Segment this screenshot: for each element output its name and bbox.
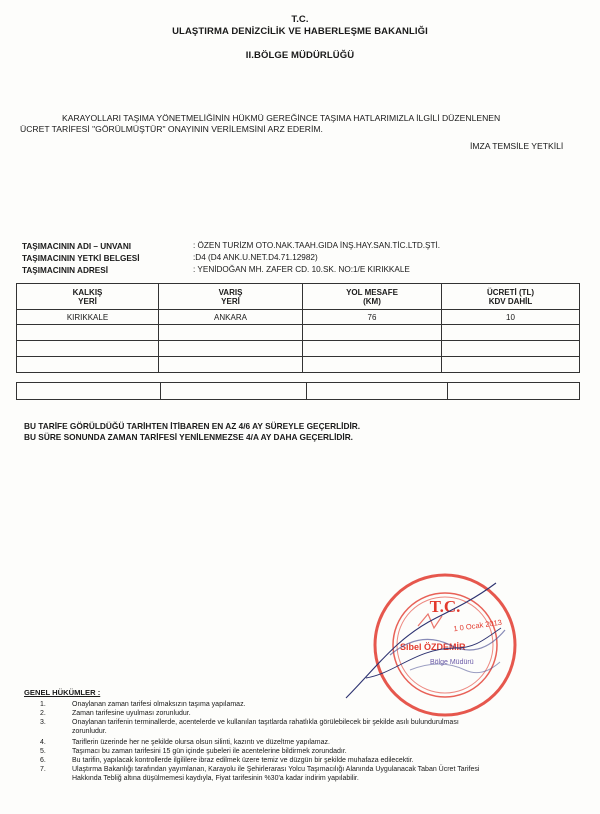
col-header-bottom: YERİ <box>78 296 97 306</box>
signature <box>336 578 506 708</box>
table-row-empty <box>17 325 580 341</box>
col-header-bottom: KDV DAHİL <box>488 296 533 306</box>
rule-item <box>40 700 580 709</box>
header-ministry: ULAŞTIRMA DENİZCİLİK VE HABERLEŞME BAKANLIĞI <box>172 26 428 37</box>
rule-number: 3. <box>40 719 46 726</box>
col-header-bottom: (KM) <box>363 296 381 306</box>
rule-text-continued: zorunludur. <box>72 728 107 736</box>
rule-text-continued: Hakkında Tebliğ altına düşülmemesi kaydıyla, Fiyat tarifesinin %30'a kadar indirim yapılabilir. <box>72 775 359 783</box>
carrier-license-value: :D4 (D4 ANK.U.NET.D4.71.12982) <box>193 253 318 262</box>
rule-item <box>40 756 580 765</box>
cell-distance: 76 <box>303 310 442 325</box>
carrier-address-value: : YENİDOĞAN MH. ZAFER CD. 10.SK. NO:1/E KIRIKKALE <box>193 265 410 274</box>
rule-number: 6. <box>40 757 46 764</box>
rule-number: 2. <box>40 710 46 717</box>
col-header-top: KALKIŞ <box>72 287 103 297</box>
rule-text: Bu tarifin, yapılacak kontrollerde ilgililere ibraz edilmek üzere temiz ve düzgün bir şekilde muhafaza edilecektir. <box>72 757 414 764</box>
col-header-bottom: YERİ <box>221 296 240 306</box>
col-header-top: VARIŞ <box>218 287 243 297</box>
table-row-empty <box>17 357 580 373</box>
cell-price: 10 <box>442 310 580 325</box>
col-header-top: YOL MESAFE <box>346 287 398 297</box>
rule-text: Taşımacı bu zaman tarifesini 15 gün içinde şubeleri ile acentelerine bildirmek zorundadır. <box>72 748 347 755</box>
intro-line-2: ÜCRET TARİFESİ "GÖRÜLMÜŞTÜR" ONAYININ VERİLEMSİNİ ARZ EDERİM. <box>20 124 323 134</box>
rule-number: 5. <box>40 748 46 755</box>
cell-arrival: ANKARA <box>159 310 303 325</box>
rule-text: Zaman tarifesine uyulması zorunludur. <box>72 710 191 717</box>
rule-text: Onaylanan zaman tarifesi olmaksızın taşıma yapılamaz. <box>72 701 246 708</box>
stamp-name: Sibel ÖZDEMİR <box>400 642 466 652</box>
intro-line-1: KARAYOLLARI TAŞIMA YÖNETMELİĞİNİN HÜKMÜ GEREĞİNCE TAŞIMA HATLARIMIZLA İLGİLİ DÜZENLENEN <box>62 113 501 123</box>
rule-number: 7. <box>40 766 46 773</box>
signatory-label: İMZA TEMSİLE YETKİLİ <box>470 141 564 151</box>
rule-item <box>40 765 580 784</box>
table-row-empty <box>17 341 580 357</box>
stamp-date: 1 0 Ocak 2013 <box>452 617 503 634</box>
col-arrival-header <box>159 284 303 310</box>
stamp-title: Bölge Müdürü <box>430 659 474 666</box>
carrier-name-label: TAŞIMACININ ADI – UNVANI <box>22 242 132 251</box>
header-tc: T.C. <box>291 14 309 25</box>
carrier-address-label: TAŞIMACININ ADRESİ <box>22 266 108 275</box>
fare-table-extra <box>16 382 580 400</box>
rule-number: 4. <box>40 739 46 746</box>
stamp-tc: T.C. <box>429 597 461 616</box>
cell-departure: KIRIKKALE <box>17 310 159 325</box>
carrier-name-value: : ÖZEN TURİZM OTO.NAK.TAAH.GIDA İNŞ.HAY.SAN.TİC.LTD.ŞTİ. <box>193 241 441 250</box>
table-row-empty <box>17 383 580 400</box>
validity-notice-1: BU TARİFE GÖRÜLDÜĞÜ TARİHTEN İTİBAREN EN AZ 4/6 AY SÜREYLE GEÇERLİDİR. <box>24 421 361 431</box>
rule-item <box>40 709 580 718</box>
col-distance-header <box>303 284 442 310</box>
rules-title: GENEL HÜKÜMLER : <box>24 688 101 697</box>
header-directorate: II.BÖLGE MÜDÜRLÜĞÜ <box>245 50 355 61</box>
col-price-header <box>442 284 580 310</box>
validity-notice-2: BU SÜRE SONUNDA ZAMAN TARİFESİ YENİLENMEZSE 4/A AY DAHA GEÇERLİDİR. <box>24 432 353 442</box>
rule-item <box>40 738 580 747</box>
col-header-top: ÜCRETİ (TL) <box>486 287 535 297</box>
rule-item <box>40 718 580 737</box>
rule-item <box>40 747 580 756</box>
rule-text: Tariflerin üzerinde her ne şekilde olursa olsun silinti, kazıntı ve düzeltme yapılamaz. <box>72 739 330 746</box>
rule-text: Ulaştırma Bakanlığı tarafından yayımlanan, Karayolu ile Şehirlerarası Yolcu Taşımacılığı Alanında Uygulanacak Taban Ücret Tarifesi <box>72 766 480 773</box>
table-header-row <box>17 284 580 310</box>
rule-text: Onaylanan tarifenin terminallerde, acentelerde ve kullanılan taşıtlarda rahatlıkla görülebilecek bir şekilde asılı bulundurulması <box>72 719 459 726</box>
carrier-license-label: TAŞIMACININ YETKİ BELGESİ <box>22 254 140 263</box>
fare-table <box>16 283 580 373</box>
table-row <box>17 310 580 325</box>
col-departure-header <box>17 284 159 310</box>
rule-number: 1. <box>40 701 46 708</box>
